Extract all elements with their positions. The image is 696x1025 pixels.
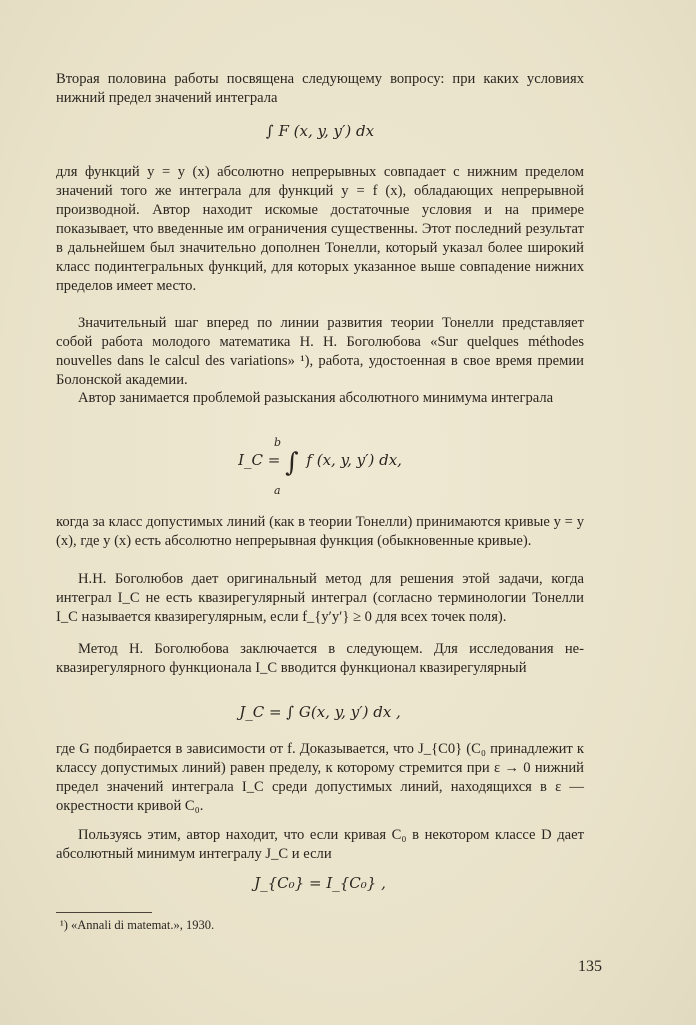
paragraph-6-text: Н.Н. Боголюбов дает оригинальный метод для решения этой задачи, когда интеграл I_C не есть квазирегулярный интеграл (согласно терминологии Тонелли I_C называется квазирегулярным, если f_{y′y′} ≥ 0 для всех точек поля). bbox=[56, 571, 584, 625]
upper-limit: b bbox=[274, 436, 282, 449]
formula-J-equals-I bbox=[28, 874, 612, 892]
footnote: ¹) «Annali di matemat.», 1930. bbox=[60, 918, 215, 932]
footnote-rule bbox=[56, 912, 152, 913]
formula-J-equals-I-text: J_{C₀} = I_{C₀} , bbox=[254, 874, 386, 892]
paragraph-9-text: Пользуясь этим, автор находит, что если кривая C₀ в некотором классе D дает абсолютный минимум интегралу J_C и если bbox=[56, 827, 584, 862]
formula-J-C-text: J_C = ∫ G(x, y, y′) dx , bbox=[239, 703, 401, 721]
paragraph-1-text: Вторая половина работы посвящена следующему вопросу: при каких условиях нижний предел значений интеграла bbox=[56, 71, 584, 106]
paragraph-8 bbox=[56, 740, 584, 816]
paragraph-6 bbox=[56, 570, 584, 627]
paragraph-2 bbox=[56, 163, 584, 296]
paragraph-9 bbox=[56, 826, 584, 864]
paragraph-5-text: когда за класс допустимых линий (как в теории Тонелли) принимаются кривые y = y (x), где y (x) есть абсолютно непрерывная функция (обыкновенные кривые). bbox=[56, 514, 584, 549]
paragraph-8-text: где G подбирается в зависимости от f. Доказывается, что J_{C0} (C₀ принадлежит к классу допустимых линий) равен пределу, к которому стремится при ε → 0 нижний предел значений интеграла I_C среди допустимых линий, находящихся в ε — окрестности кривой C₀. bbox=[56, 741, 584, 814]
formula-J-C bbox=[28, 703, 612, 721]
paragraph-7 bbox=[56, 640, 584, 678]
paragraph-4-text: Автор занимается проблемой разыскания абсолютного минимума интеграла bbox=[78, 390, 554, 406]
formula-integral-F bbox=[28, 122, 612, 140]
integral-sign: ∫ bbox=[285, 448, 299, 478]
formula-integral-F-text: ∫ F (x, y, y′) dx bbox=[265, 122, 375, 140]
formula-I-C-lhs: I_C = bbox=[238, 451, 281, 469]
paragraph-2-text: для функций y = y (x) абсолютно непрерывных совпадает с нижним пределом значений того же интеграла для функций y = f (x), обладающих непрерывной производной. Автор находит искомые достаточные условия и на примере показывает, что введенные им ограничения существенны. Этот последний результат в дальнейшем был значительно дополнен Тонелли, который указал более широкий класс подинтегральных функций, для которых указанное выше совпадение нижних пределов имеет место. bbox=[56, 164, 584, 294]
paragraph-7-text: Метод Н. Боголюбова заключается в следующем. Для исследования не-квазирегулярного функционала I_C вводится функционал квазирегулярный bbox=[56, 641, 584, 676]
page-number: 135 bbox=[578, 958, 602, 975]
paragraph-4 bbox=[56, 389, 584, 408]
paragraph-1 bbox=[56, 70, 584, 108]
paragraph-3-text: Значительный шаг вперед по линии развития теории Тонелли представляет собой работа молодого математика Н. Н. Боголюбова «Sur quelques méthodes nouvelles dans le calcul des variations» ¹), работа, удостоенная в свое время премии Болонской академии. bbox=[56, 315, 584, 388]
paragraph-5 bbox=[56, 513, 584, 551]
formula-I-C bbox=[28, 436, 612, 498]
formula-I-C-body: f (x, y, y′) dx, bbox=[306, 451, 402, 469]
paragraph-3 bbox=[56, 314, 584, 390]
lower-limit: a bbox=[274, 484, 281, 497]
